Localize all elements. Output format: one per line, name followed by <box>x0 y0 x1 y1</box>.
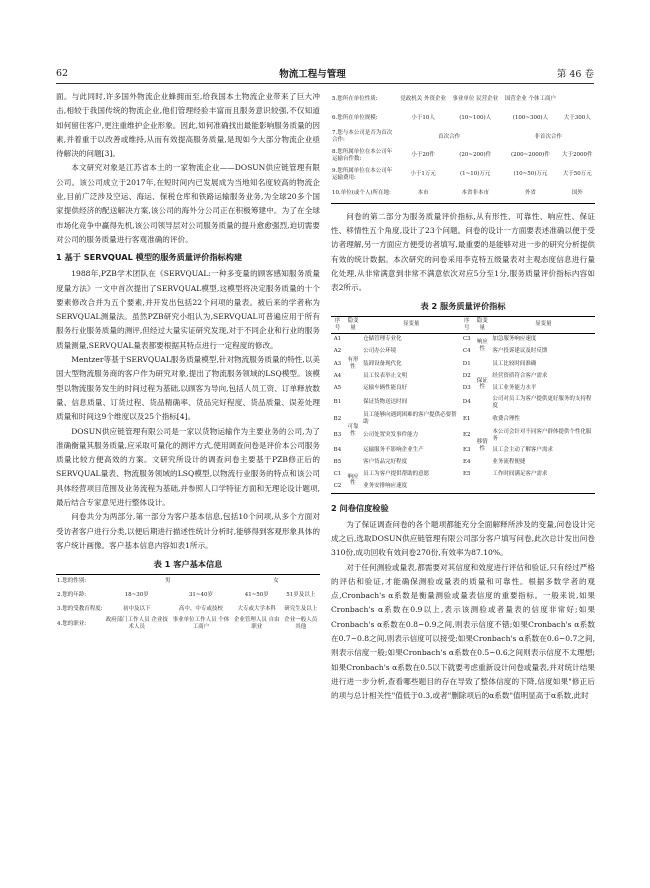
item-code: C1 <box>333 470 342 477</box>
option-cell: 本省非本市 <box>461 189 489 196</box>
paragraph-case-company: 本文研究对象是江苏省本土的一家物流企业——DOSUN供应链管理有限公司。该公司成立于2017年,在短时间内已发展成为当地知名度较高的物流企业,目前广泛涉及空运、海运、保税仓库和铁路运输服务业务,为全球20多个国家提供经济的配送解决方案,该公司的海外分公司正在积极筹建中。为了在全球市场化竞争中赢得先机,该公司领导层对公司服务质量的提升愈愈强烈,迫切需要对公司的服务质量进行客观准确的评价。 <box>56 163 320 244</box>
option-cell: 外省 <box>524 189 536 196</box>
column-header: 隐变量 <box>344 316 362 333</box>
left-column <box>56 90 320 632</box>
observed-variable: 保证货物送达时间 <box>363 399 408 406</box>
latent-variable: 有形性 <box>347 357 359 370</box>
observed-variable: 业务流程便捷 <box>492 458 526 465</box>
right-column <box>331 90 595 704</box>
paragraph-survey-structure: 问卷共分为两部分,第一部分为客户基本信息,包括10个问项,从多个方面对受访者客户进行分类,以便后期进行描述性统计分析时,能够得到客观形象具体的客户统计画像。客户基本信息内容如表1所示。 <box>56 512 320 550</box>
table-row <box>331 394 595 411</box>
observed-variable: 运输服务不影响企业生产 <box>363 446 424 453</box>
header-rule <box>56 83 594 84</box>
latent-variable: 可靠性 <box>347 424 359 438</box>
option-cell: 研究生及以上 <box>284 605 318 612</box>
table-row <box>331 109 595 128</box>
table-row <box>331 444 595 456</box>
option-cell: 政府部门工作人员 企业技术人员 <box>105 617 168 631</box>
paragraph-dosun-survey-design: DOSUN供应链管理有限公司是一家以货物运输作为主要业务的公司,为了准确衡量其服务质量,应采取可量化的测评方式,使用调查问卷是评价本公司服务质量比较方便高效的方案。文研究所设计的调查问卷主要基于PZB修正后的SERVQUAL量表、物流服务领域的LSQ模型,以物流行业服务的特点和该公司具体经营项目范围及业务流程为基础,并参照人口学特征方面和无理论设计题项,最后结合专家意见进行整体设计。 <box>56 426 320 508</box>
question-cell: 10.单位(或个人)所在地: <box>332 189 391 196</box>
observed-variable: 收费合理性 <box>492 415 520 422</box>
column-header: 隐变量 <box>473 316 491 333</box>
question-cell: 9.您所属单位在本公司年运输费用: <box>332 167 393 181</box>
table-2-title: 表 2 服务质量评价指标 <box>420 301 506 312</box>
table-row <box>331 427 595 444</box>
question-cell: 2.您的年龄: <box>57 591 87 598</box>
paragraph-survey-collection: 为了保证调查问卷的各个题项都能充分全面解释所涉及的变量,问卷设计完成之后,选取DOSUN供应链管理有限公司部分客户填写问卷,此次总计发出问卷310份,成功回收有效问卷270份,有效率为87.10%。 <box>331 519 595 558</box>
option-cell: 小于10人 <box>411 114 435 121</box>
table-row <box>56 588 320 602</box>
option-cell: 18~30岁 <box>124 591 149 598</box>
empty-cell <box>473 480 491 493</box>
observed-variable: 员工为客户提供帮助的意愿 <box>363 470 430 477</box>
question-cell: 6.您所在单位规模: <box>332 114 378 121</box>
table-row <box>56 616 320 633</box>
item-code: B1 <box>333 399 342 406</box>
option-cell: 企业一般人员 其他 <box>284 617 318 631</box>
option-cell: 本市 <box>417 189 429 196</box>
column-header: 序号 <box>460 316 473 333</box>
table-row <box>331 468 595 480</box>
table-row <box>331 382 595 394</box>
item-code: B2 <box>333 415 342 422</box>
observed-variable: 经营资质符合客户需求 <box>492 372 548 379</box>
latent-variable: 保证性 <box>476 377 488 391</box>
item-code: E2 <box>463 432 471 439</box>
option-cell: 大于2000件 <box>561 152 593 159</box>
question-cell: 7.您与本公司是否为首次合作: <box>332 130 393 143</box>
question-cell: 8.您所属单位在本公司年运输台件数: <box>332 148 393 162</box>
item-code: E4 <box>463 458 471 465</box>
volume-label: 第 46 卷 <box>556 69 594 80</box>
option-cell: 小于1万元 <box>410 171 436 178</box>
option-cell: 小于20件 <box>411 152 435 159</box>
journal-name: 物流工程与管理 <box>279 69 346 80</box>
option-cell: 大于300人 <box>563 114 591 121</box>
observed-variable: 客户投诉建议及时反馈 <box>492 348 548 355</box>
item-code: D1 <box>462 360 471 367</box>
item-code: E1 <box>463 415 471 422</box>
item-code: E5 <box>463 470 471 477</box>
observed-variable: 客户货品完好程度 <box>363 458 408 465</box>
observed-variable: 员工业务能力水平 <box>492 384 537 391</box>
observed-variable: 员工会主动了解客户需求 <box>492 446 553 453</box>
observed-variable: 运输车辆性能良好 <box>363 384 408 391</box>
table-row <box>331 480 595 493</box>
table-row <box>331 346 595 358</box>
option-cell: (200~2000)件 <box>510 152 550 159</box>
item-code: D2 <box>462 372 471 379</box>
table-row <box>331 370 595 382</box>
item-code: C4 <box>462 348 471 355</box>
question-cell: 3.您的受教育程度: <box>57 605 103 612</box>
item-code: D3 <box>462 384 471 391</box>
option-cell: 女 <box>273 577 279 584</box>
observed-variable: 装卸设备现代化 <box>363 360 402 367</box>
question-cell: 5.您所在单位性质: <box>332 95 378 102</box>
table-row <box>331 358 595 370</box>
table-row <box>331 128 595 147</box>
item-code: B3 <box>333 432 342 439</box>
option-cell: (10~100)人 <box>459 114 492 121</box>
observed-variable: 公司对员工为客户提供更好服务的支持程度 <box>492 395 592 409</box>
item-code: A3 <box>333 360 342 367</box>
observed-variable: 仓储管理专业化 <box>363 336 402 343</box>
question-cell: 4.您的职业: <box>57 620 87 627</box>
latent-variable: 响应性 <box>476 338 488 352</box>
table-row <box>331 333 595 346</box>
option-cell: (1~10)万元 <box>460 171 491 178</box>
option-cell: 大专或大学本科 <box>237 605 277 612</box>
item-code: D4 <box>462 399 471 406</box>
running-header <box>56 66 594 80</box>
table-row <box>56 602 320 616</box>
latent-variable: 移情性 <box>476 438 488 452</box>
observed-variable: 员工比较时间准确 <box>492 360 537 367</box>
table-1-title: 表 1 客户基本信息 <box>153 559 223 570</box>
item-code: A1 <box>333 336 342 343</box>
table-row <box>331 411 595 428</box>
observed-variable: 员工仪表举止文明 <box>363 372 408 379</box>
option-cell: 企业管理人员 自由职业 <box>233 617 280 631</box>
table-row <box>331 184 595 203</box>
item-code: B5 <box>333 458 342 465</box>
empty-cell <box>460 480 473 493</box>
table-row <box>331 90 595 109</box>
section-2-heading: 2 问卷信度检验 <box>331 502 389 513</box>
observed-variable: 公司处置突发事件能力 <box>363 432 419 439</box>
page-number: 62 <box>56 67 69 79</box>
item-code: A5 <box>333 384 342 391</box>
option-cell: 党政机关 外资企业 <box>400 95 446 102</box>
item-code: A2 <box>333 348 342 355</box>
latent-variable: 响应性 <box>347 473 359 487</box>
paragraph-mentzer-lsq: Mentzer等基于SERVQUAL服务质量模型,针对物流服务质量的特性,以美国大型物流服务商的客户作为研究对象,提出了物流服务领域的LSQ模型。该模型以物流服务发生的时间过程为基础,以顾客为导向,包括人员工资、订单释放数量、信息质量、订货过程、货品精确率、货品完好程度、货品质量、误差处理质量和时间这9个维度以及25个指标[4]。 <box>56 355 321 422</box>
observed-variable: 公司办公环境 <box>363 348 397 355</box>
item-code: C3 <box>462 336 471 343</box>
observed-variable: 工作时间满足客户需求 <box>492 470 548 477</box>
option-cell: 男 <box>165 577 171 584</box>
option-cell: (10~50)万元 <box>513 171 548 178</box>
option-cell: 国外 <box>571 189 583 196</box>
option-cell <box>559 90 595 109</box>
option-cell: (100~300)人 <box>512 114 549 121</box>
paragraph-part-two: 问卷的第二部分为服务质量评价指标,从有形性、可靠性、响应性、保证性、移情性五个角度,设计了23个问题。问卷的设计一方面要表述准确以便于受访者理解,另一方面应方便受访者填写,最重要的是能够对进一步的研究分析提供有效的统计数据。本次研究的问卷采用李克特五级量表对主观态度信息进行量化处理,从非常满意到非常不满意依次对应5分至1分,服务质量评价指标内容如表2所示。 <box>331 211 595 293</box>
paragraph-servqual: 1988年,PZB学术团队在《SERVQUAL:一种多变量的顾客感知服务质量度量方法》一文中首次提出了SERVQUAL模型,这模型将决定服务质量的十个要素修改合并为五个要素,并开发出包括22个问项的量表。被后来的学者称为SERVQUAL测量法。虽然PZB研究小组认为,SERVQUAL可普遍应用于所有服务行业服务质量的测评,但经过大量实证研究发现,对于不同企业和行业的服务质量测量,SERVQUAL量表都要根据其特点进行一定程度的修改。 <box>56 269 320 350</box>
option-cell: 国营企业 个体工商户 <box>504 95 557 102</box>
option-cell: 首次合作 <box>438 133 461 140</box>
table-1-continued <box>331 90 595 204</box>
column-header: 序号 <box>331 316 344 333</box>
option-cell: 31~40岁 <box>188 591 213 598</box>
observed-variable: 加急服务响应速度 <box>492 336 537 343</box>
paragraph-intro-continued: 面。与此同时,许多国外物流企业蜂拥而至,给我国本土物流企业带来了巨大冲击,相较于我国传统的物流企业,他们管理经验丰富而且服务意识较强,不仅知道如何留住客户,更注重维护企业形象。因此,如何准确找出最能影响服务质量的因素,并着重于以改善或维持,从而有效提高服务质量,是现如今大部分物流企业亟待解决的问题[3]。 <box>56 92 320 159</box>
table-row <box>56 574 320 588</box>
paragraph-cronbach-alpha: 对于任何测验或量表,都需要对其信度和效度进行评估和验证,只有经过严格的评估和验证,才能确保测验或量表的质量和可靠性。根据多数学者的观点,Cronbach's α系数是衡量测验或量表信度的重要指标。一般来说,如果Cronbach's α系数在0.9以上,表示该测验或者量表的信度非常好;如果Cronbach's α系数在0.8~0.9之间,则表示信度不错;如果Cronbach's α系数在0.7~0.8之间,则表示信度可以接受;如果Cronbach's α系数在0.6~0.7之间,则表示信度一般;如果Cronbach's α系数在0.5~0.6之间则表示信度不太理想;如果Cronbach's α系数在0.5以下就要考虑重新设计问卷或量表,并对统计结果进行进一步分析,查看哪些题目的存在导致了整体信度的下降,信度如果"修正后的项与总计相关性"值低于0.3,或者"删除项后的α系数"值明显高于α系数,此时 <box>331 562 595 701</box>
table-row <box>331 165 595 184</box>
observed-variable: 本公司会针对不同客户群体提供个性化服务 <box>492 428 592 442</box>
table-row <box>331 146 595 165</box>
option-cell: 41~50岁 <box>244 591 269 598</box>
option-cell: 事业单位 民营企业 <box>452 95 499 102</box>
item-code: E3 <box>463 446 471 453</box>
section-1-heading: 1 基于 SERVQUAL 模型的服务质量评价指标构建 <box>56 252 243 263</box>
option-cell: 51岁及以上 <box>286 591 316 598</box>
option-cell: 非首次合作 <box>534 133 562 140</box>
item-code: C2 <box>333 483 342 490</box>
column-header: 显变量 <box>491 316 595 333</box>
observed-variable: 业务安排响应速度 <box>363 483 408 490</box>
empty-cell <box>491 480 595 493</box>
table-1-customer-info <box>56 574 320 633</box>
question-cell: 1.您的性别: <box>57 577 87 584</box>
column-header: 显变量 <box>362 316 460 333</box>
option-cell: 初中及以下 <box>122 605 151 612</box>
option-cell: 大于50万元 <box>562 171 592 178</box>
item-code: A4 <box>333 372 342 379</box>
observed-variable: 员工能够向遇到困难的客户提供必要帮助 <box>363 412 457 426</box>
table-row <box>331 456 595 468</box>
option-cell: 高中、中专或技校 <box>178 605 223 612</box>
option-cell: 事业单位工作人员 个体工商户 <box>172 617 230 631</box>
table-2-service-quality-indicators <box>331 316 595 494</box>
option-cell: (20~200)件 <box>459 152 492 159</box>
item-code: B4 <box>333 446 342 453</box>
